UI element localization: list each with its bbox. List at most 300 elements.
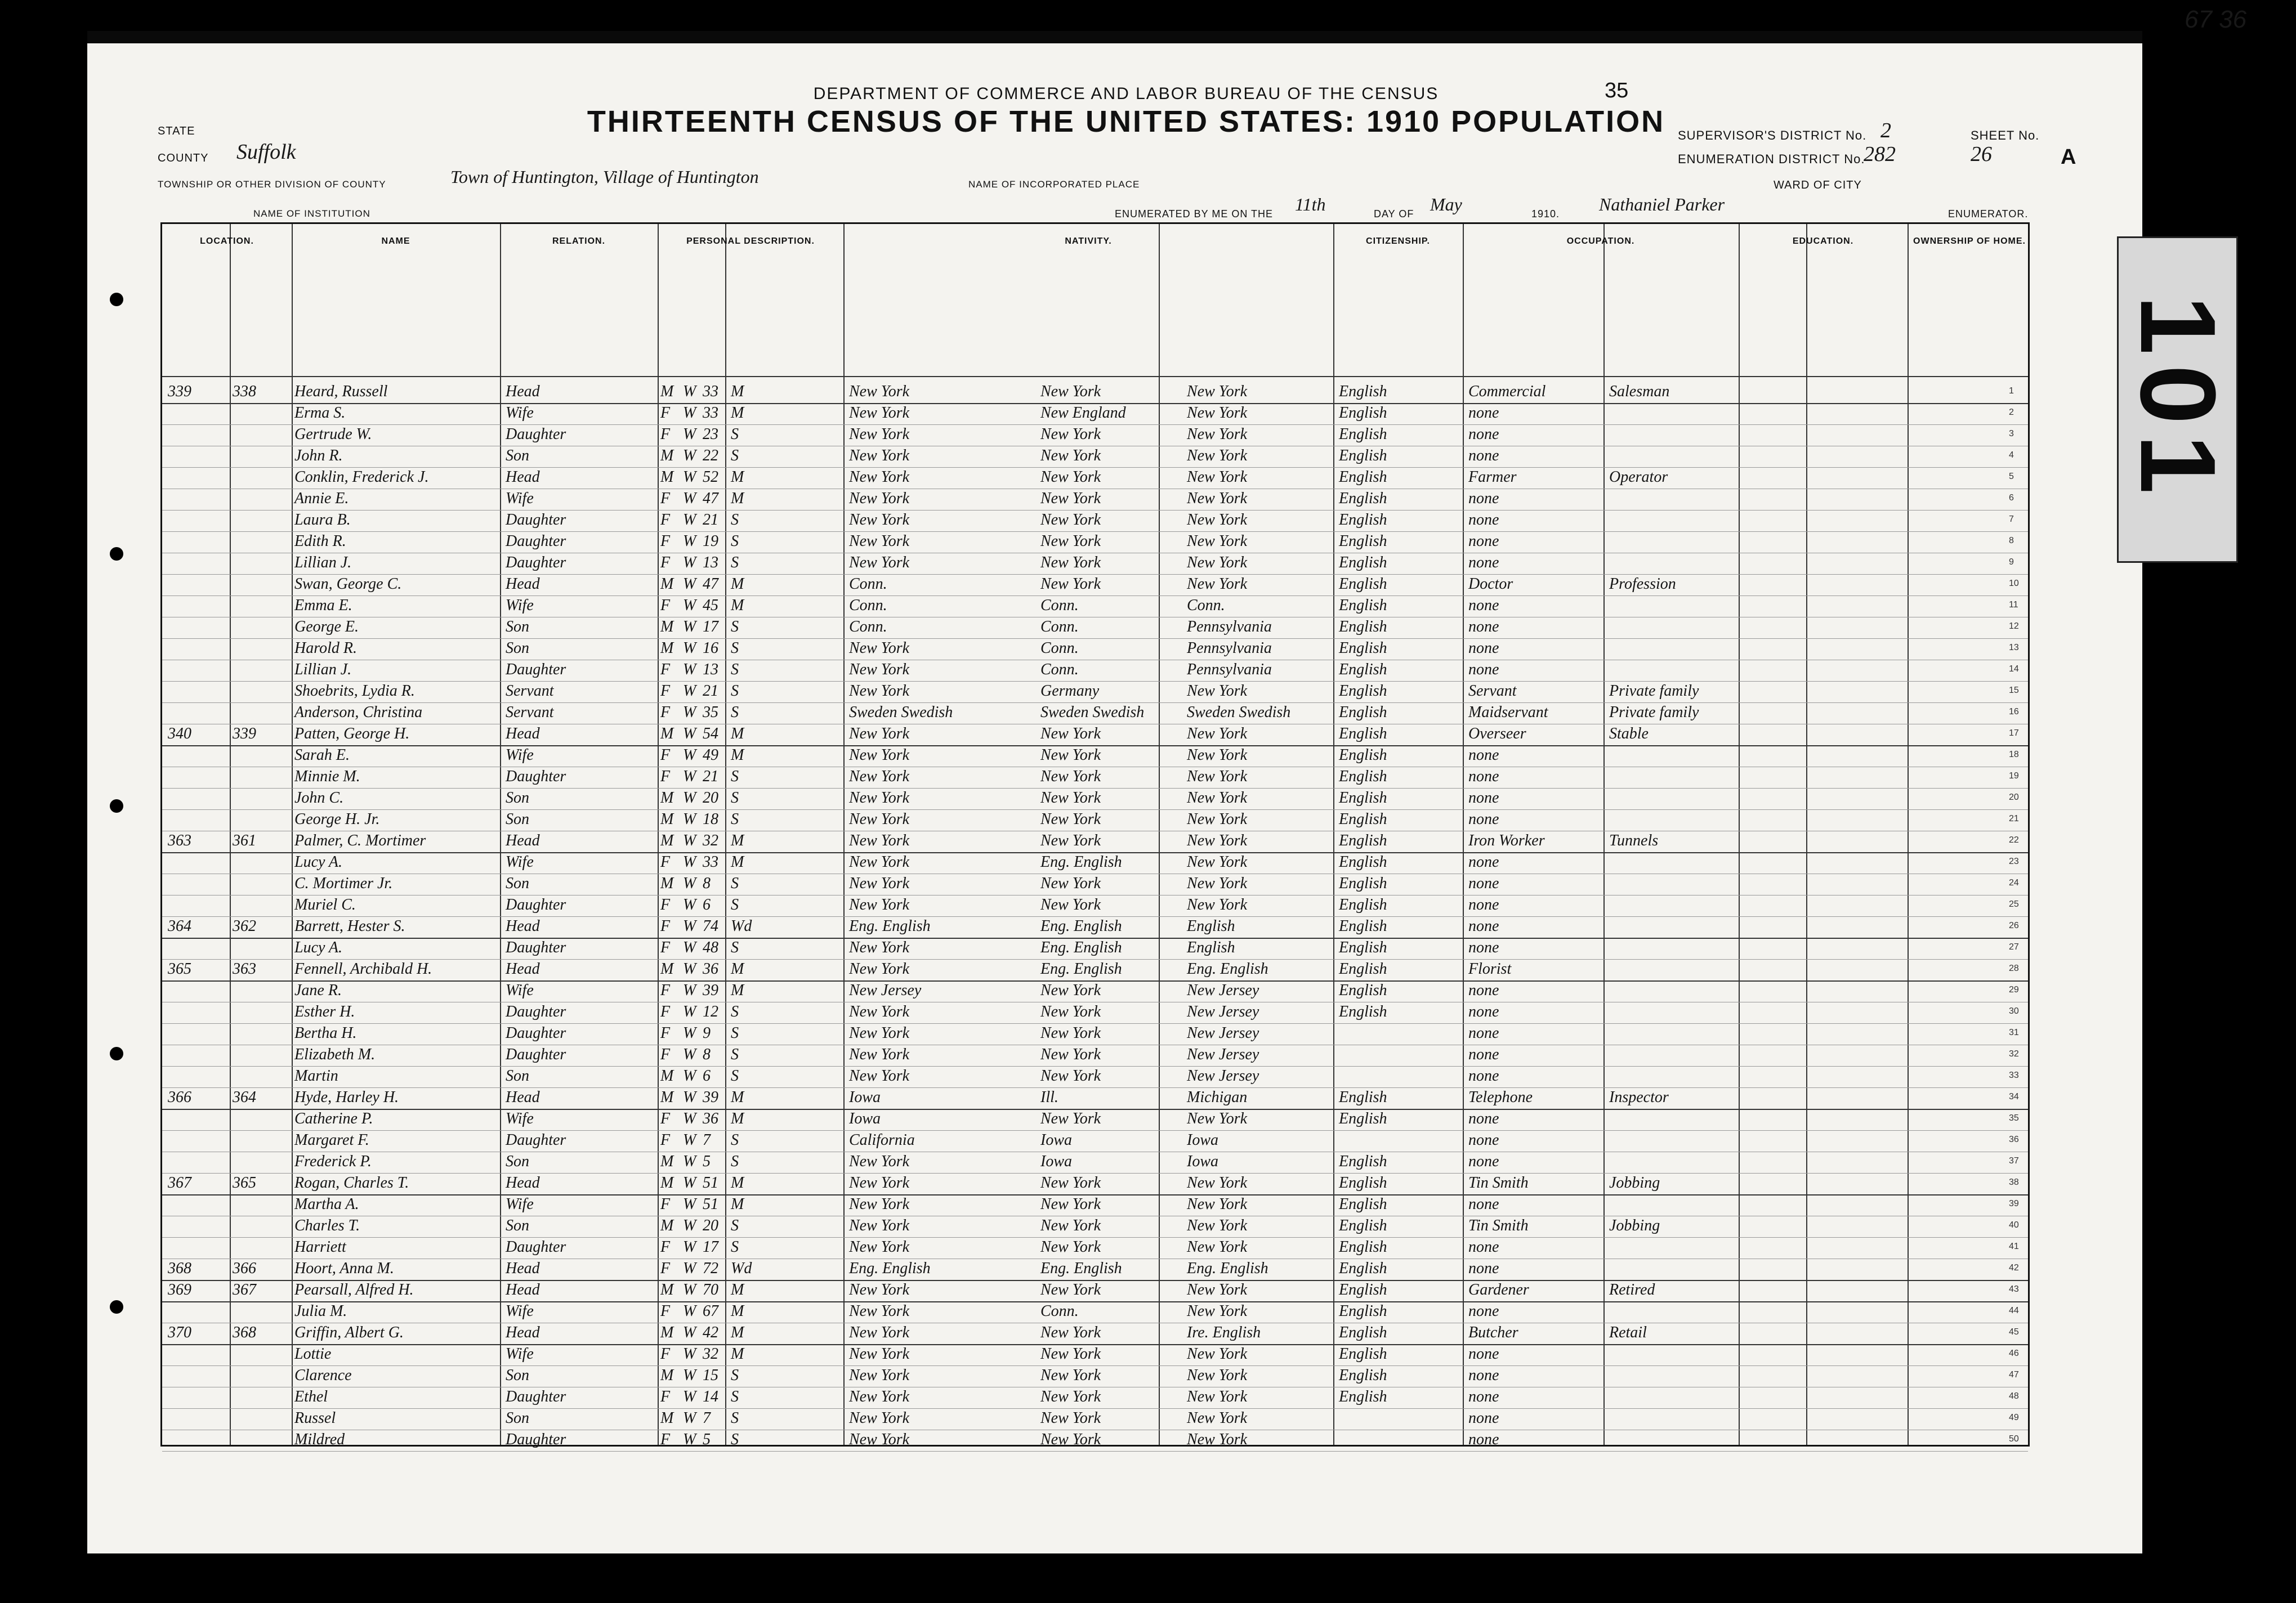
township-label: TOWNSHIP OR OTHER DIVISION OF COUNTY (158, 179, 386, 190)
cell-father: New York (1040, 575, 1101, 593)
cell-pob: New York (849, 896, 910, 914)
cell-pob: New York (849, 426, 910, 443)
cell-lang: English (1339, 618, 1387, 635)
cell-marital: Wd (731, 917, 752, 935)
cell-name: Barrett, Hester S. (294, 917, 405, 935)
cell-occ: none (1468, 982, 1499, 999)
cell-name: Harold R. (294, 639, 357, 657)
line-number: 50 (2009, 1434, 2019, 1444)
cell-sex: F (660, 1238, 671, 1256)
cell-occ: Butcher (1468, 1324, 1518, 1341)
cell-father: New York (1040, 490, 1101, 507)
cell-pob: New York (849, 532, 910, 550)
cell-mother: Iowa (1187, 1131, 1218, 1149)
cell-name: Martha A. (294, 1195, 359, 1213)
cell-house: 340 (168, 725, 191, 742)
cell-race: W (683, 1238, 696, 1256)
cell-family: 338 (233, 383, 256, 400)
cell-sex: M (660, 1367, 674, 1384)
cell-pob: New York (849, 682, 910, 700)
cell-mother: Eng. English (1187, 1260, 1268, 1277)
cell-pob: Iowa (849, 1110, 881, 1127)
cell-mother: New York (1187, 1238, 1248, 1256)
cell-father: New York (1040, 532, 1101, 550)
cell-father: Germany (1040, 682, 1100, 700)
enumerated-month: May (1430, 194, 1462, 214)
table-row (162, 916, 2028, 939)
cell-occ: Doctor (1468, 575, 1513, 593)
cell-name: John C. (294, 789, 344, 807)
line-number: 42 (2009, 1263, 2019, 1273)
line-number: 37 (2009, 1156, 2019, 1166)
cell-sex: M (660, 1153, 674, 1170)
cell-father: New York (1040, 1003, 1101, 1020)
cell-house: 366 (168, 1089, 191, 1106)
cell-age: 51 (703, 1174, 718, 1192)
line-number: 41 (2009, 1242, 2019, 1251)
table-row (162, 1430, 2028, 1452)
sheet-letter: A (2061, 145, 2077, 169)
cell-name: Mildred (294, 1431, 345, 1448)
cell-relation: Wife (506, 597, 534, 614)
cell-name: Anderson, Christina (294, 704, 423, 721)
cell-mother: New York (1187, 554, 1248, 571)
cell-pob: Sweden Swedish (849, 704, 953, 721)
line-number: 15 (2009, 686, 2019, 695)
cell-lang: English (1339, 511, 1387, 529)
table-row (162, 1365, 2028, 1387)
cell-sex: F (660, 597, 671, 614)
cell-race: W (683, 1409, 696, 1427)
table-row (162, 424, 2028, 446)
cell-lang: English (1339, 1153, 1387, 1170)
cell-occ: none (1468, 426, 1499, 443)
cell-name: Hyde, Harley H. (294, 1089, 399, 1106)
cell-marital: M (731, 575, 744, 593)
cell-marital: M (731, 832, 744, 849)
cell-mother: English (1187, 917, 1235, 935)
cell-occ: none (1468, 875, 1499, 892)
cell-occ: none (1468, 1024, 1499, 1042)
cell-race: W (683, 1110, 696, 1127)
cell-relation: Wife (506, 1110, 534, 1127)
cell-marital: M (731, 725, 744, 742)
cell-father: New York (1040, 1431, 1101, 1448)
cell-age: 36 (703, 1110, 718, 1127)
cell-name: Annie E. (294, 490, 349, 507)
cell-race: W (683, 532, 696, 550)
cell-race: W (683, 639, 696, 657)
cell-occ: none (1468, 939, 1499, 956)
cell-father: Eng. English (1040, 939, 1122, 956)
cell-mother: Conn. (1187, 597, 1225, 614)
cell-age: 33 (703, 853, 718, 871)
cell-father: Conn. (1040, 1302, 1079, 1320)
cell-name: Palmer, C. Mortimer (294, 832, 426, 849)
cell-lang: English (1339, 1367, 1387, 1384)
cell-marital: M (731, 746, 744, 764)
cell-lang: English (1339, 725, 1387, 742)
cell-family: 365 (233, 1174, 256, 1192)
cell-father: New York (1040, 982, 1101, 999)
line-number: 36 (2009, 1135, 2019, 1144)
cell-race: W (683, 1174, 696, 1192)
cell-father: New York (1040, 1217, 1101, 1234)
cell-marital: S (731, 1003, 739, 1020)
cell-age: 32 (703, 832, 718, 849)
binder-hole (110, 293, 123, 306)
cell-father: New York (1040, 896, 1101, 914)
cell-pob: New York (849, 1217, 910, 1234)
cell-pob: New York (849, 1153, 910, 1170)
cell-lang: English (1339, 811, 1387, 828)
printed-number: 35 (1605, 79, 1629, 102)
cell-mother: New York (1187, 575, 1248, 593)
cell-lang: English (1339, 468, 1387, 486)
cell-lang: English (1339, 982, 1387, 999)
cell-mother: New York (1187, 746, 1248, 764)
cell-lang: English (1339, 853, 1387, 871)
table-row (162, 959, 2028, 982)
binder-hole (110, 799, 123, 813)
cell-mother: New York (1187, 896, 1248, 914)
cell-mother: New York (1187, 426, 1248, 443)
column-header: NAME (381, 236, 410, 246)
cell-race: W (683, 618, 696, 635)
cell-occ: none (1468, 896, 1499, 914)
cell-race: W (683, 682, 696, 700)
cell-sex: F (660, 682, 671, 700)
cell-relation: Head (506, 1174, 540, 1192)
cell-sex: M (660, 468, 674, 486)
cell-pob: New York (849, 1281, 910, 1298)
cell-lang: English (1339, 1217, 1387, 1234)
cell-marital: M (731, 853, 744, 871)
cell-marital: M (731, 597, 744, 614)
cell-lang: English (1339, 960, 1387, 978)
cell-house: 365 (168, 960, 191, 978)
table-row (162, 831, 2028, 853)
line-number: 20 (2009, 792, 2019, 802)
cell-pob: New York (849, 1195, 910, 1213)
line-number: 8 (2009, 536, 2014, 545)
cell-age: 70 (703, 1281, 718, 1298)
cell-father: New York (1040, 725, 1101, 742)
enumerator-label: ENUMERATOR. (1948, 208, 2029, 220)
line-number: 24 (2009, 878, 2019, 888)
cell-sex: F (660, 554, 671, 571)
cell-relation: Son (506, 789, 529, 807)
cell-lang: English (1339, 661, 1387, 678)
table-row (162, 1066, 2028, 1088)
cell-pob: New York (849, 447, 910, 464)
cell-marital: S (731, 1046, 739, 1063)
cell-marital: S (731, 896, 739, 914)
cell-lang: English (1339, 1195, 1387, 1213)
cell-sex: F (660, 939, 671, 956)
line-number: 6 (2009, 493, 2014, 503)
cell-relation: Wife (506, 982, 534, 999)
cell-pob: New York (849, 1046, 910, 1063)
cell-sex: M (660, 789, 674, 807)
cell-marital: S (731, 639, 739, 657)
page-title: THIRTEENTH CENSUS OF THE UNITED STATES: 1910 POPULATION (587, 105, 1665, 138)
sheet-value: 26 (1971, 142, 1992, 166)
cell-name: Harriett (294, 1238, 346, 1256)
cell-age: 22 (703, 447, 718, 464)
cell-race: W (683, 789, 696, 807)
cell-house: 364 (168, 917, 191, 935)
cell-mother: Iowa (1187, 1153, 1218, 1170)
cell-race: W (683, 426, 696, 443)
line-number: 5 (2009, 472, 2014, 481)
cell-father: New York (1040, 447, 1101, 464)
line-number: 48 (2009, 1391, 2019, 1401)
cell-marital: M (731, 960, 744, 978)
cell-relation: Daughter (506, 896, 566, 914)
cell-occ: none (1468, 1195, 1499, 1213)
cell-age: 12 (703, 1003, 718, 1020)
line-number: 45 (2009, 1327, 2019, 1337)
cell-mother: New York (1187, 768, 1248, 785)
cell-relation: Head (506, 575, 540, 593)
cell-mother: New Jersey (1187, 982, 1259, 999)
cell-occ: Servant (1468, 682, 1517, 700)
cell-ind: Stable (1609, 725, 1649, 742)
line-number: 19 (2009, 771, 2019, 781)
cell-race: W (683, 875, 696, 892)
cell-age: 33 (703, 404, 718, 422)
cell-ind: Retired (1609, 1281, 1655, 1298)
cell-father: Eng. English (1040, 960, 1122, 978)
cell-name: Conklin, Frederick J. (294, 468, 429, 486)
cell-marital: S (731, 1217, 739, 1234)
table-row (162, 681, 2028, 703)
cell-relation: Daughter (506, 1388, 566, 1405)
cell-father: New York (1040, 746, 1101, 764)
cell-relation: Servant (506, 704, 554, 721)
cell-father: New York (1040, 1024, 1101, 1042)
table-row (162, 660, 2028, 682)
cell-lang: English (1339, 404, 1387, 422)
cell-mother: New York (1187, 853, 1248, 871)
line-number: 18 (2009, 750, 2019, 759)
column-header: NATIVITY. (1065, 236, 1112, 246)
cell-name: Hoort, Anna M. (294, 1260, 394, 1277)
cell-pob: California (849, 1131, 915, 1149)
cell-occ: none (1468, 639, 1499, 657)
cell-race: W (683, 1089, 696, 1106)
line-number: 23 (2009, 857, 2019, 866)
cell-marital: S (731, 704, 739, 721)
cell-marital: S (731, 554, 739, 571)
cell-relation: Daughter (506, 1238, 566, 1256)
cell-occ: none (1468, 917, 1499, 935)
cell-ind: Operator (1609, 468, 1668, 486)
cell-sex: F (660, 532, 671, 550)
cell-relation: Head (506, 725, 540, 742)
cell-pob: New York (849, 1324, 910, 1341)
cell-marital: Wd (731, 1260, 752, 1277)
cell-relation: Wife (506, 746, 534, 764)
cell-mother: New York (1187, 1195, 1248, 1213)
cell-age: 6 (703, 1067, 711, 1085)
cell-lang: English (1339, 1281, 1387, 1298)
cell-pob: New York (849, 490, 910, 507)
cell-father: New York (1040, 1281, 1101, 1298)
cell-house: 368 (168, 1260, 191, 1277)
cell-relation: Head (506, 832, 540, 849)
cell-pob: New York (849, 1174, 910, 1192)
table-row (162, 809, 2028, 831)
cell-name: Muriel C. (294, 896, 356, 914)
cell-father: Ill. (1040, 1089, 1058, 1106)
cell-mother: New York (1187, 832, 1248, 849)
cell-pob: New York (849, 939, 910, 956)
cell-father: New York (1040, 1345, 1101, 1363)
cell-age: 8 (703, 1046, 711, 1063)
cell-age: 8 (703, 875, 711, 892)
cell-father: New York (1040, 1388, 1101, 1405)
cell-name: Lottie (294, 1345, 332, 1363)
cell-race: W (683, 704, 696, 721)
cell-sex: M (660, 1281, 674, 1298)
table-row (162, 852, 2028, 874)
cell-pob: New York (849, 1431, 910, 1448)
line-number: 26 (2009, 921, 2019, 930)
cell-age: 20 (703, 1217, 718, 1234)
cell-pob: New York (849, 383, 910, 400)
department-heading: DEPARTMENT OF COMMERCE AND LABOR BUREAU OF THE CENSUS (813, 84, 1439, 103)
cell-sex: M (660, 447, 674, 464)
table-row (162, 510, 2028, 532)
cell-name: George H. Jr. (294, 811, 380, 828)
cell-occ: Commercial (1468, 383, 1546, 400)
table-row (162, 767, 2028, 789)
cell-name: John R. (294, 447, 343, 464)
cell-age: 17 (703, 618, 718, 635)
cell-name: Lucy A. (294, 853, 343, 871)
cell-sex: F (660, 1046, 671, 1063)
cell-lang: English (1339, 426, 1387, 443)
cell-marital: S (731, 811, 739, 828)
cell-occ: none (1468, 1067, 1499, 1085)
cell-father: Eng. English (1040, 853, 1122, 871)
cell-name: Laura B. (294, 511, 351, 529)
cell-sex: M (660, 875, 674, 892)
cell-sex: M (660, 960, 674, 978)
cell-age: 14 (703, 1388, 718, 1405)
cell-race: W (683, 1260, 696, 1277)
cell-father: New York (1040, 1195, 1101, 1213)
cell-pob: Eng. English (849, 1260, 931, 1277)
cell-relation: Head (506, 960, 540, 978)
cell-relation: Head (506, 383, 540, 400)
cell-sex: M (660, 383, 674, 400)
cell-name: Charles T. (294, 1217, 360, 1234)
cell-occ: none (1468, 1238, 1499, 1256)
cell-relation: Daughter (506, 1046, 566, 1063)
cell-sex: F (660, 1003, 671, 1020)
cell-pob: New York (849, 1409, 910, 1427)
cell-lang: English (1339, 1003, 1387, 1020)
cell-name: Esther H. (294, 1003, 355, 1020)
year-label: 1910. (1531, 208, 1560, 220)
cell-pob: New York (849, 511, 910, 529)
cell-lang: English (1339, 383, 1387, 400)
cell-race: W (683, 832, 696, 849)
cell-occ: none (1468, 447, 1499, 464)
cell-occ: none (1468, 1153, 1499, 1170)
cell-relation: Daughter (506, 511, 566, 529)
cell-sex: F (660, 1345, 671, 1363)
cell-relation: Son (506, 447, 529, 464)
cell-occ: none (1468, 1110, 1499, 1127)
cell-occ: Overseer (1468, 725, 1526, 742)
cell-name: Martin (294, 1067, 338, 1085)
cell-age: 21 (703, 682, 718, 700)
cell-name: Lillian J. (294, 661, 352, 678)
cell-lang: English (1339, 768, 1387, 785)
cell-pob: New York (849, 768, 910, 785)
cell-age: 13 (703, 554, 718, 571)
cell-relation: Daughter (506, 1431, 566, 1448)
line-number: 3 (2009, 429, 2014, 438)
cell-marital: S (731, 939, 739, 956)
cell-sex: M (660, 1174, 674, 1192)
table-row (162, 980, 2028, 1002)
cell-mother: Ire. English (1187, 1324, 1261, 1341)
cell-occ: Tin Smith (1468, 1217, 1529, 1234)
line-number: 9 (2009, 557, 2014, 567)
line-number: 38 (2009, 1177, 2019, 1187)
cell-mother: New Jersey (1187, 1003, 1259, 1020)
line-number: 29 (2009, 985, 2019, 995)
cell-house: 363 (168, 832, 191, 849)
cell-father: New York (1040, 811, 1101, 828)
cell-sex: F (660, 1260, 671, 1277)
supervisor-value: 2 (1880, 119, 1891, 142)
cell-sex: M (660, 575, 674, 593)
line-number: 1 (2009, 386, 2014, 396)
line-number: 25 (2009, 899, 2019, 909)
cell-name: Minnie M. (294, 768, 360, 785)
cell-father: New York (1040, 1409, 1101, 1427)
cell-sex: M (660, 1409, 674, 1427)
cell-ind: Tunnels (1609, 832, 1659, 849)
cell-house: 370 (168, 1324, 191, 1341)
cell-marital: S (731, 618, 739, 635)
census-table (160, 222, 2030, 1447)
cell-lang: English (1339, 939, 1387, 956)
cell-age: 16 (703, 639, 718, 657)
cell-sex: M (660, 639, 674, 657)
cell-race: W (683, 1388, 696, 1405)
line-number: 33 (2009, 1071, 2019, 1080)
cell-father: Conn. (1040, 597, 1079, 614)
cell-relation: Son (506, 875, 529, 892)
cell-race: W (683, 490, 696, 507)
cell-pob: New York (849, 1367, 910, 1384)
cell-mother: New York (1187, 1174, 1248, 1192)
cell-race: W (683, 1431, 696, 1448)
table-row (162, 1130, 2028, 1152)
cell-pob: New York (849, 960, 910, 978)
line-number: 40 (2009, 1220, 2019, 1230)
enumerated-label: ENUMERATED BY ME ON THE (1115, 208, 1274, 220)
line-number: 13 (2009, 643, 2019, 652)
cell-name: Lucy A. (294, 939, 343, 956)
